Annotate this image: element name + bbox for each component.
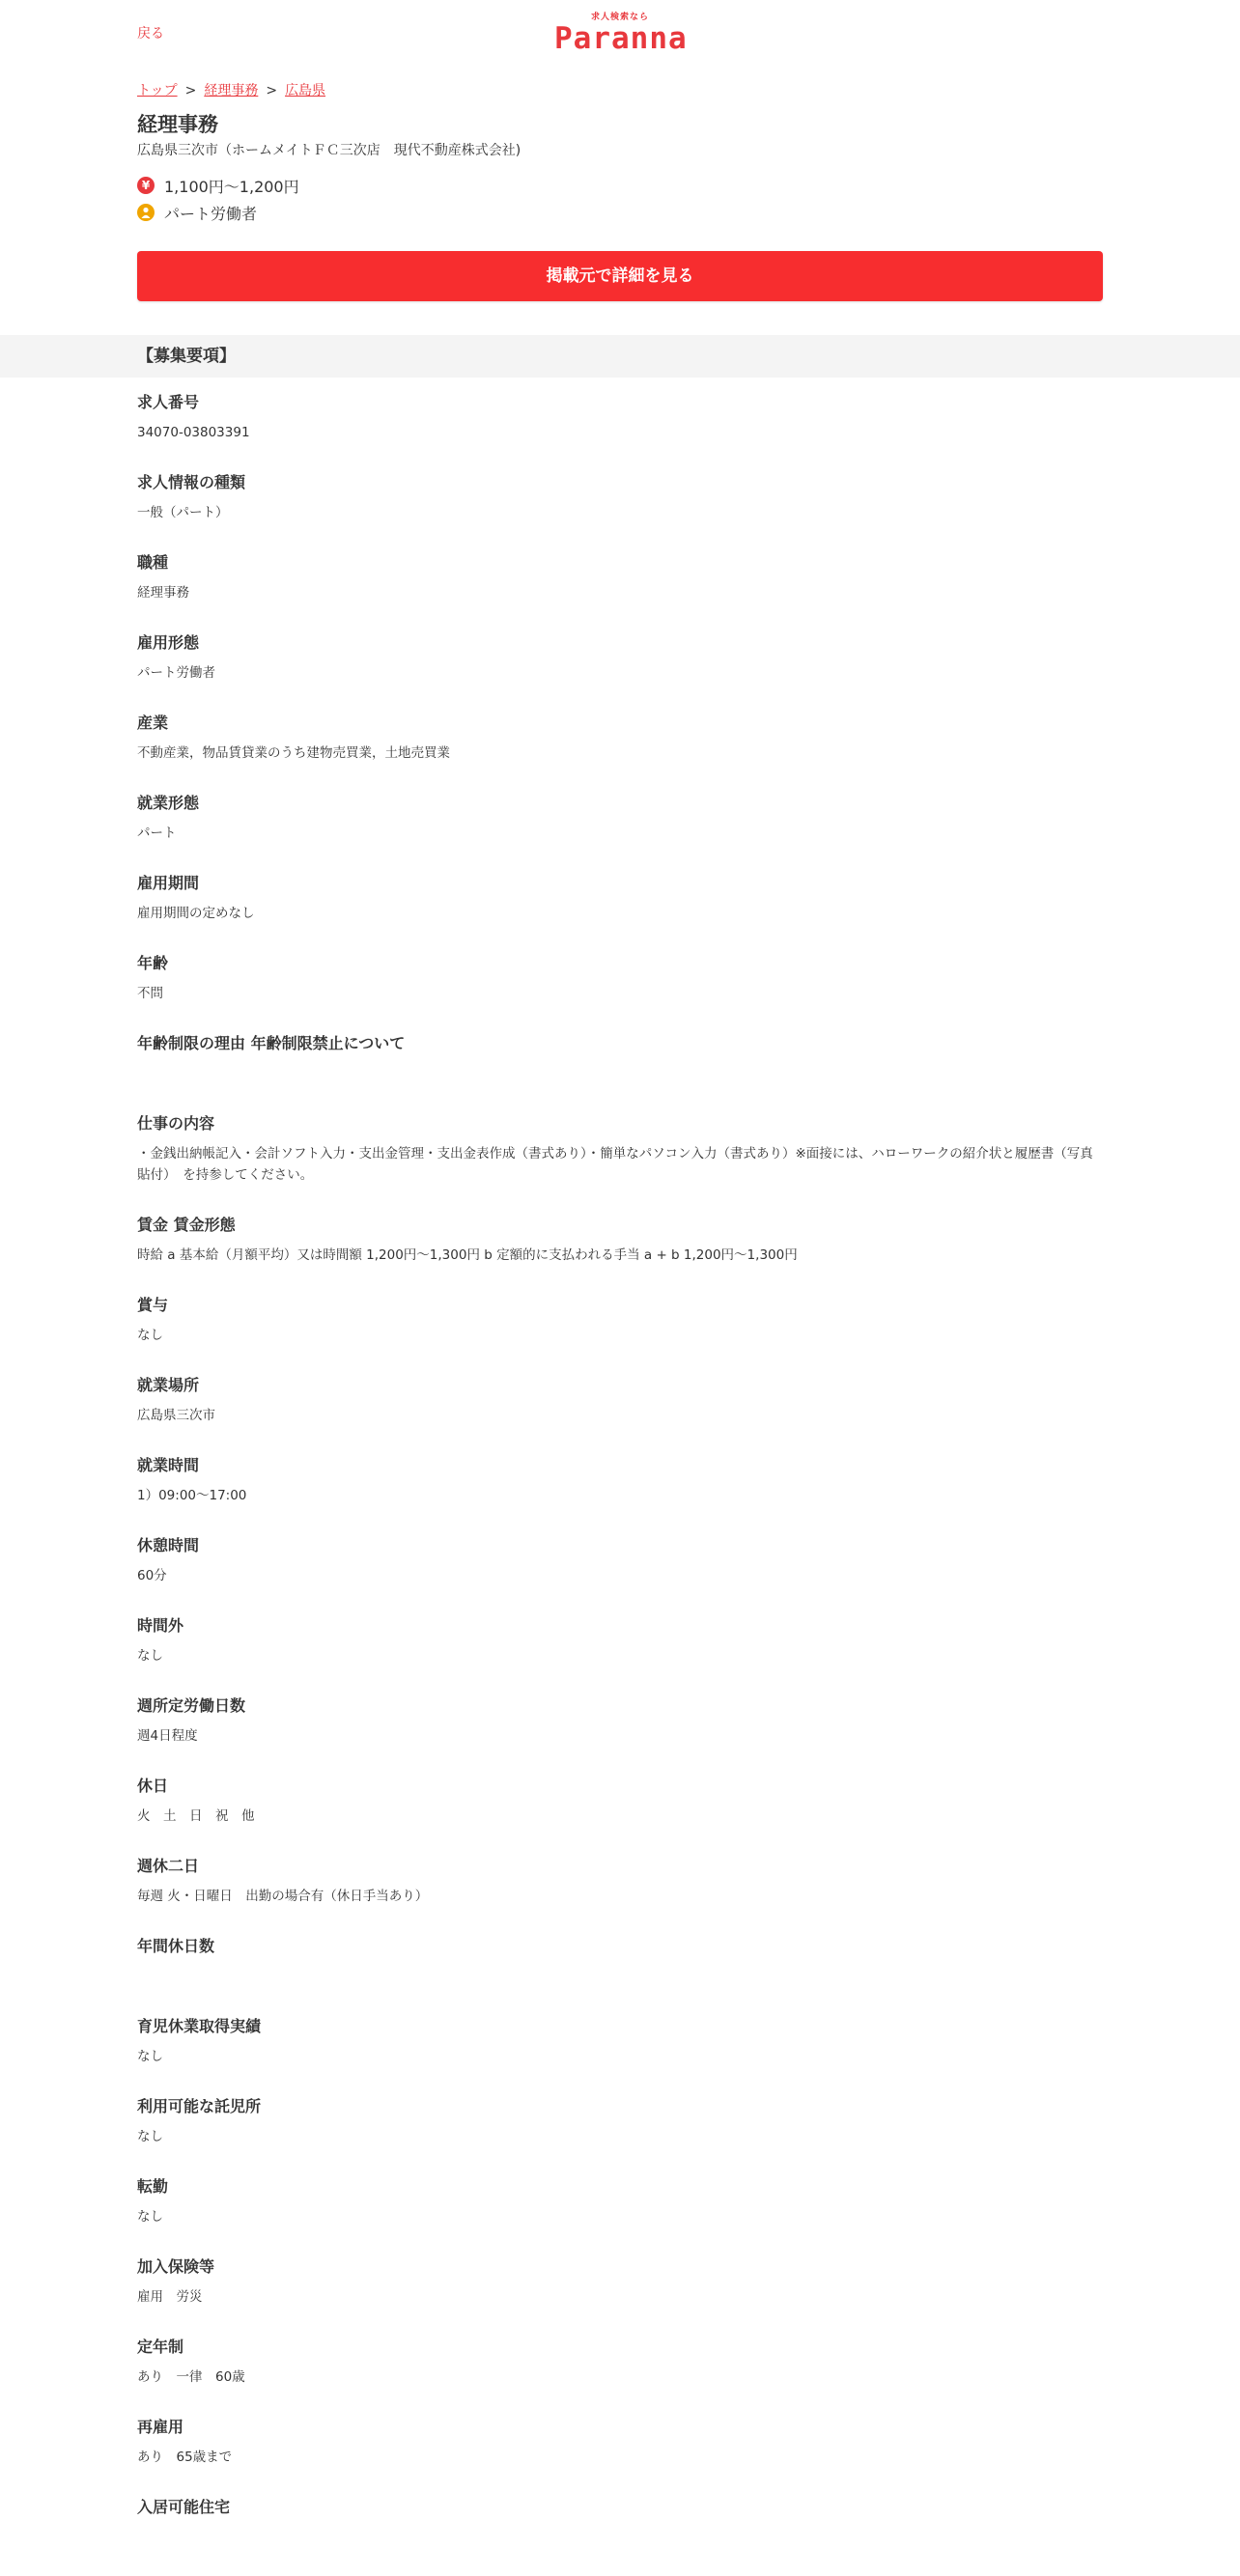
requirement-value: あり 一律 60歳 [137,2369,245,2385]
requirement-item [137,1214,1103,1294]
requirement-item [137,792,1103,872]
requirement-item [137,1694,1103,1775]
requirement-value: 60分 [137,1568,167,1583]
requirement-value: 経理事務 [137,585,189,601]
spacer [137,443,1103,471]
requirement-item [137,1855,1103,1935]
spacer [137,2227,1103,2255]
requirement-label: 賃金 賃金形態 [137,1216,236,1234]
spacer [137,1747,1103,1775]
spacer [137,2468,1103,2496]
requirement-label: 年齢制限の理由 年齢制限禁止について [137,1034,406,1052]
spacer [137,1346,1103,1374]
spacer [137,1186,1103,1214]
requirement-item [137,2175,1103,2255]
breadcrumb [137,81,1103,100]
spacer [137,603,1103,631]
requirement-label: 加入保険等 [137,2257,215,2276]
company-location: 広島県三次市（ホームメイトＦＣ三次店 現代不動産株式会社) [137,143,521,158]
salary-text: 1,100円～1,200円 [164,177,299,196]
requirement-item [137,1454,1103,1534]
header [0,0,1240,58]
logo[interactable] [554,12,686,54]
requirement-label: 利用可能な託児所 [137,2097,262,2115]
requirement-label: 就業時間 [137,1456,200,1474]
requirement-item [137,872,1103,952]
requirement-value [137,2527,1103,2548]
spacer [137,2388,1103,2416]
requirement-item [137,631,1103,712]
requirement-value: 不問 [137,986,163,1001]
requirements-list [137,391,1103,2576]
view-details-button[interactable]: 掲載元で詳細を見る [137,251,1103,301]
requirement-value: 時給 a 基本給（月額平均）又は時間額 1,200円～1,300円 b 定額的に支払われる手当 a + b 1,200円～1,300円 [137,1247,798,1263]
requirement-value: なし [137,2049,163,2064]
requirement-value: 火 土 日 祝 他 [137,1808,255,1824]
person-icon [137,204,155,221]
spacer [137,2147,1103,2175]
requirement-value: なし [137,1328,163,1343]
requirement-label: 年齢 [137,954,169,972]
requirement-value: 34070-03803391 [137,425,250,440]
requirement-value: 一般（パート） [137,505,229,520]
spacer [137,1907,1103,1935]
breadcrumb-separator: > [184,83,197,98]
spacer [137,2548,1103,2576]
requirement-label: 賞与 [137,1296,169,1314]
requirement-item [137,1294,1103,1374]
requirement-value: 雇用 労災 [137,2289,203,2305]
employment-row [137,203,1103,222]
requirement-value: パート労働者 [137,665,215,681]
requirement-label: 就業形態 [137,794,200,812]
requirement-value: なし [137,2129,163,2144]
requirement-label: 仕事の内容 [137,1114,215,1133]
requirement-label: 時間外 [137,1616,184,1635]
requirement-label: 育児休業取得実績 [137,2017,262,2035]
requirement-item [137,2496,1103,2576]
requirement-item [137,952,1103,1032]
spacer [137,924,1103,952]
requirement-label: 就業場所 [137,1376,200,1394]
requirement-item [137,2095,1103,2175]
spacer [137,1426,1103,1454]
breadcrumb-item-job[interactable]: 経理事務 [204,83,259,98]
requirement-item [137,1775,1103,1855]
requirement-value: 広島県三次市 [137,1408,215,1423]
requirement-value: 1）09:00～17:00 [137,1488,247,1503]
section-title: 【募集要項】 [137,347,236,366]
requirement-label: 雇用期間 [137,874,200,892]
requirement-label: 再雇用 [137,2418,184,2436]
breadcrumb-item-top[interactable]: トップ [137,83,178,98]
requirement-item [137,2336,1103,2416]
requirement-value: あり 65歳まで [137,2450,233,2465]
logo-tagline: 求人検索なら [590,13,649,22]
requirement-label: 休憩時間 [137,1536,200,1554]
yen-icon: ¥ [137,177,155,194]
requirement-label: 雇用形態 [137,633,200,652]
requirement-item [137,712,1103,792]
salary-row [137,176,1103,195]
requirement-item [137,2015,1103,2095]
requirement-item [137,1112,1103,1214]
requirement-value [137,1966,1103,1987]
spacer [137,684,1103,712]
spacer [137,1987,1103,2015]
back-link[interactable]: 戻る [137,26,164,42]
requirement-label: 年間休日数 [137,1937,215,1955]
main-content [137,81,1103,301]
requirement-item [137,391,1103,471]
spacer [137,1084,1103,1112]
spacer [137,764,1103,792]
page-title: 経理事務 [137,113,218,136]
spacer [137,1506,1103,1534]
requirement-label: 産業 [137,714,169,732]
requirement-item [137,551,1103,631]
requirement-label: 週休二日 [137,1857,200,1875]
requirement-label: 週所定労働日数 [137,1696,246,1715]
requirement-item [137,1534,1103,1614]
requirement-item [137,1032,1103,1112]
logo-wordmark: Paranna [554,21,688,56]
spacer [137,1266,1103,1294]
requirement-label: 入居可能住宅 [137,2498,231,2516]
requirement-label: 職種 [137,553,169,572]
spacer [137,2308,1103,2336]
requirement-item [137,1935,1103,2015]
requirement-label: 求人番号 [137,393,200,411]
requirement-value: 週4日程度 [137,1728,198,1744]
requirement-value: 不動産業，物品賃貸業のうち建物売買業，土地売買業 [137,745,450,761]
requirement-item [137,1374,1103,1454]
requirement-value: ・金銭出納帳記入・会計ソフト入力・支出金管理・支出金表作成（書式あり）・簡単なパソコン入力（書式あり）※面接には、ハローワークの紹介状と履歴書（写真貼付） を持参してください。 [137,1146,1093,1183]
requirement-value: パート [137,826,177,841]
requirement-value: 毎週 火・日曜日 出勤の場合有（休日手当あり） [137,1889,429,1904]
requirement-value [137,1063,1103,1084]
requirement-label: 求人情報の種類 [137,473,246,491]
requirement-label: 休日 [137,1777,169,1795]
requirement-item [137,2416,1103,2496]
spacer [137,1666,1103,1694]
breadcrumb-item-prefecture[interactable]: 広島県 [285,83,326,98]
spacer [137,523,1103,551]
employment-type-text: パート労働者 [164,204,258,223]
requirement-value: 雇用期間の定めなし [137,906,255,921]
requirement-item [137,1614,1103,1694]
section-header [0,335,1240,378]
requirement-label: 転勤 [137,2177,169,2196]
requirement-value: なし [137,2209,163,2225]
spacer [137,844,1103,872]
spacer [137,1004,1103,1032]
spacer [137,1586,1103,1614]
requirement-value: なし [137,1648,163,1664]
requirement-label: 定年制 [137,2338,184,2356]
requirement-item [137,471,1103,551]
spacer [137,1827,1103,1855]
spacer [137,2067,1103,2095]
breadcrumb-separator: > [266,83,278,98]
requirement-item [137,2255,1103,2336]
